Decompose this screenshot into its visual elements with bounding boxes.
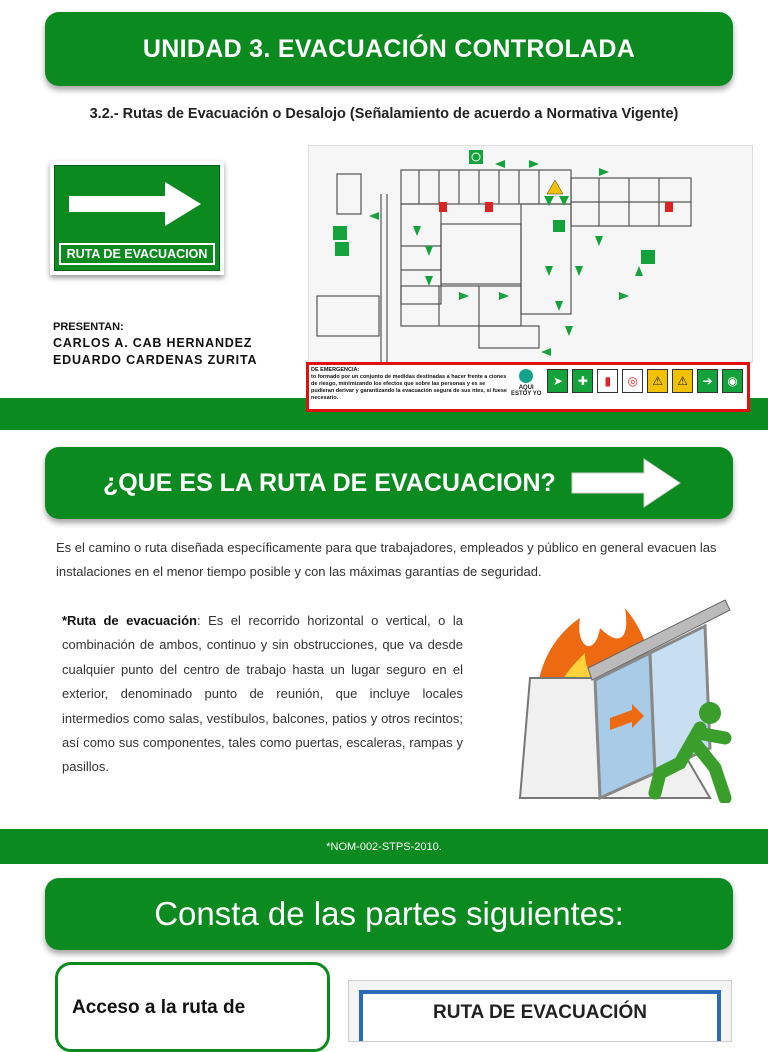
right-arrow-icon bbox=[570, 457, 684, 509]
presenter-name: CARLOS A. CAB HERNANDEZ bbox=[53, 336, 253, 350]
norm-band bbox=[0, 829, 768, 864]
floor-plan-image bbox=[308, 145, 753, 363]
legend-icons bbox=[509, 369, 743, 405]
parts-banner bbox=[45, 878, 733, 950]
electrical-hazard-icon: ⚠ bbox=[647, 369, 668, 393]
norm-reference: *NOM-002-STPS-2010. bbox=[326, 840, 442, 853]
parts-title: Consta de las partes siguientes: bbox=[154, 895, 624, 932]
fire-exit-illustration bbox=[500, 598, 740, 803]
warning-icon: ⚠ bbox=[672, 369, 693, 393]
you-are-here-icon bbox=[519, 369, 533, 383]
legend-heading: DE EMERGENCIA: bbox=[311, 367, 360, 373]
fire-hose-icon: ◎ bbox=[622, 369, 643, 393]
presenters-block bbox=[53, 321, 257, 369]
evacuation-route-sign bbox=[50, 161, 224, 275]
legend-body: to formado por un conjunto de medidas destinadas a hacer frente a ciones de riesgo, minimizando los efectos que sobre las personas y es se pudieran derivar y garantizando la evacuación segura de sus ntes, si fuese necesario. bbox=[311, 374, 507, 401]
intro-paragraph: Es el camino o ruta diseñada específicamente para que trabajadores, empleados y público en general evacuen las instalaciones en el menor tiempo posible y con las máximas garantías de seguridad. bbox=[56, 540, 717, 579]
presenters-heading: PRESENTAN: bbox=[53, 321, 124, 333]
page-title: UNIDAD 3. EVACUACIÓN CONTROLADA bbox=[142, 34, 636, 63]
definition-paragraph bbox=[62, 609, 463, 780]
you-are-here-label: AQUI ESTOY YO bbox=[511, 385, 542, 397]
legend-text bbox=[311, 367, 507, 407]
presenter-name: EDUARDO CARDENAS ZURITA bbox=[53, 353, 258, 367]
right-arrow-icon bbox=[55, 166, 219, 240]
title-banner bbox=[45, 12, 733, 86]
access-route-label: Acceso a la ruta de bbox=[72, 997, 246, 1018]
emergency-exit-icon: ➤ bbox=[547, 369, 568, 393]
route-arrow-icon: ➔ bbox=[697, 369, 718, 393]
section-banner bbox=[45, 447, 733, 519]
access-route-box bbox=[55, 962, 330, 1052]
route-sign-image bbox=[348, 980, 732, 1042]
definition-term: *Ruta de evacuación bbox=[62, 613, 197, 628]
section-subtitle: 3.2.- Rutas de Evacuación o Desalojo (Señalamiento de acuerdo a Normativa Vigente) bbox=[89, 106, 679, 122]
floor-plan-drawing bbox=[309, 146, 752, 362]
extinguisher-icon: ▮ bbox=[597, 369, 618, 393]
you-are-here-marker bbox=[509, 369, 543, 405]
sign-label: RUTA DE EVACUACION bbox=[59, 243, 215, 265]
definition-text: : Es el recorrido horizontal o vertical, o la combinación de ambos, continuo y sin obstrucciones, que va desde cualquier punto del centro de trabajo hasta un lugar seguro en el exterior, denominado punto de reunión, que incluye locales intermedios como salas, vestíbulos, balcones, patios y otros recintos; así como sus componentes, tales como puertas, escaleras, rampas y pasillos. bbox=[62, 613, 464, 775]
first-aid-icon: ✚ bbox=[572, 369, 593, 393]
plan-legend bbox=[306, 362, 750, 412]
meeting-point-icon: ◉ bbox=[722, 369, 743, 393]
route-sign-label: RUTA DE EVACUACIÓN bbox=[433, 1002, 647, 1023]
section-title: ¿QUE ES LA RUTA DE EVACUACION? bbox=[103, 468, 556, 497]
